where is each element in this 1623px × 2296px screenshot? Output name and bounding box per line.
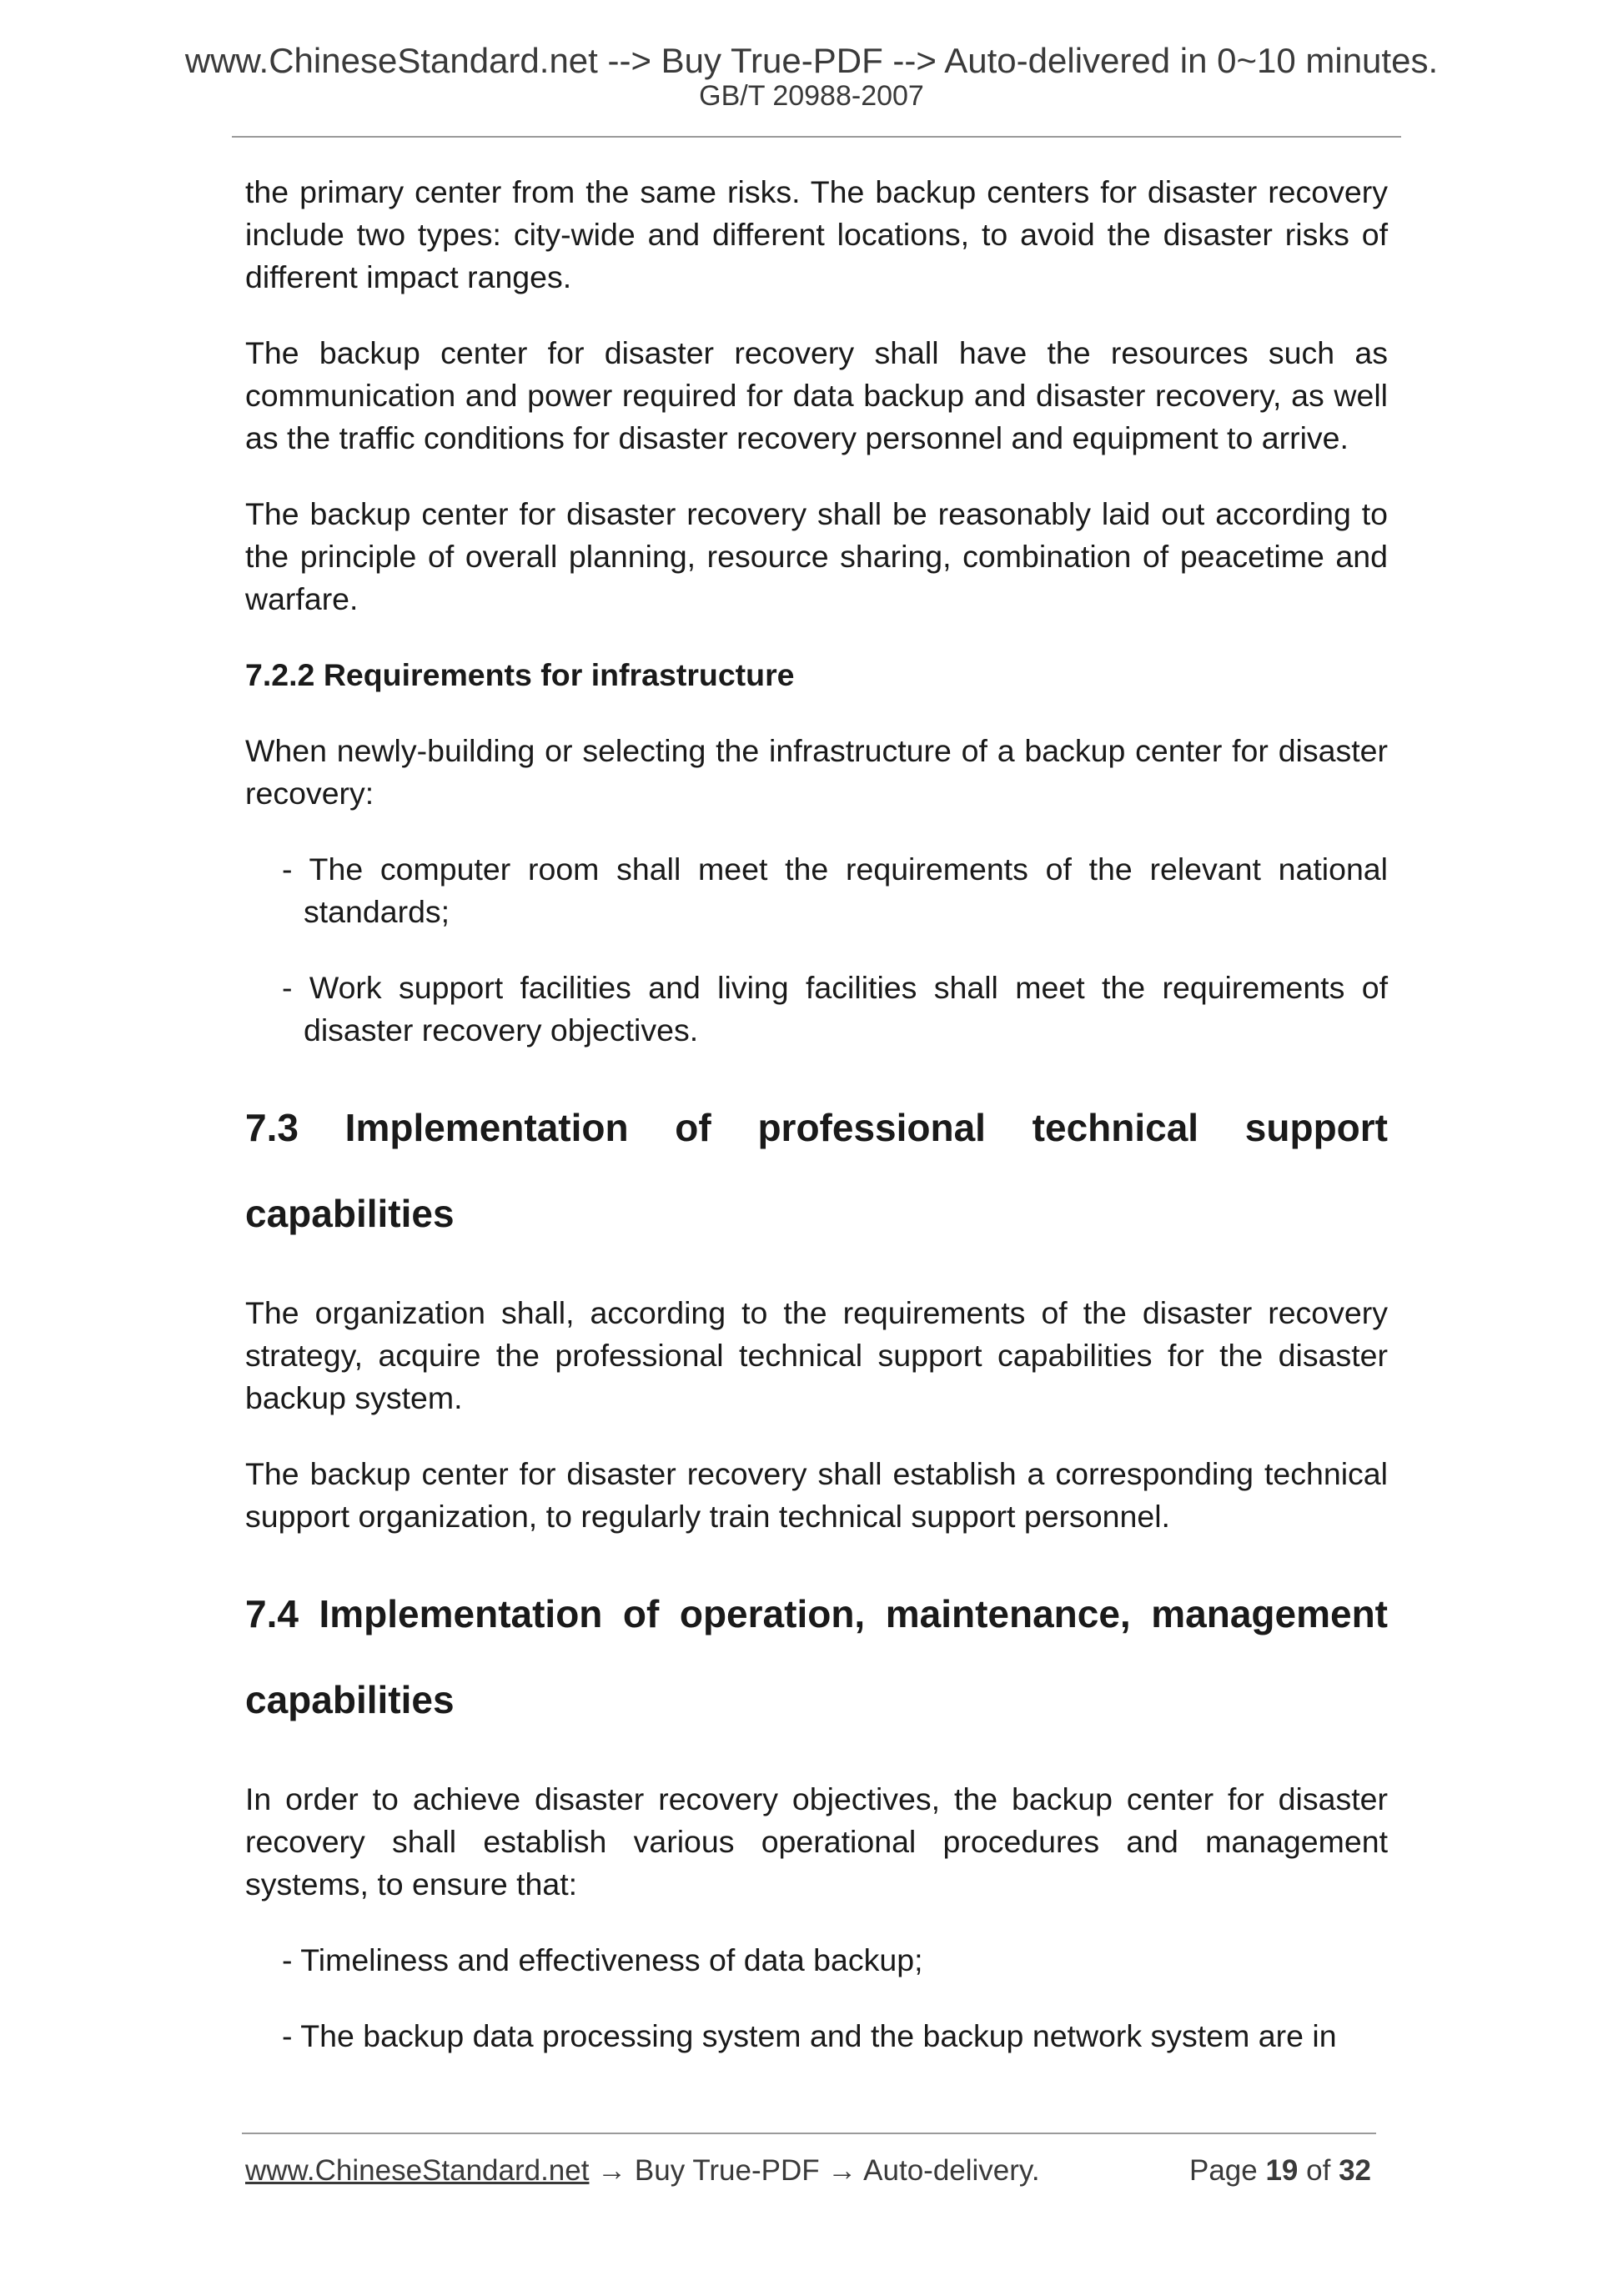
paragraph: the primary center from the same risks. The backup centers for disaster recovery include two types: city-wide and different locations, to avoid the disaster risks of different impact ranges. [245,174,1388,294]
section-heading-7-3: 7.3 Implementation of professional technical support capabilities [245,1106,1388,1235]
list-item: - Timeliness and effectiveness of data backup; [282,1942,923,1977]
list-item: - The computer room shall meet the requirements of the relevant national standards; [282,852,1388,929]
paragraph: When newly-building or selecting the infrastructure of a backup center for disaster recovery: [245,733,1388,811]
header-banner: www.ChineseStandard.net --> Buy True-PDF --> Auto-delivered in 0~10 minutes. [184,41,1439,80]
document-code: GB/T 20988-2007 [699,80,924,112]
page-total: 32 [1339,2154,1371,2187]
section-heading-7-4: 7.4 Implementation of operation, maintenance, management capabilities [245,1592,1388,1721]
of-label: of [1306,2154,1331,2187]
page-content [245,171,1388,2091]
list-item: - The backup data processing system and the backup network system are in [282,2018,1337,2053]
section-heading-7-2-2: 7.2.2 Requirements for infrastructure [245,657,795,692]
list-item: - Work support facilities and living facilities shall meet the requirements of disaster recovery objectives. [282,970,1388,1048]
page-indicator [1189,2150,1371,2192]
page-footer [245,2150,1379,2192]
paragraph: The backup center for disaster recovery shall be reasonably laid out according to the principle of overall planning, resource sharing, combination of peacetime and warfare. [245,496,1388,616]
paragraph: The backup center for disaster recovery shall have the resources such as communication and power required for data backup and disaster recovery, as well as the traffic conditions for disaster recovery personnel and equipment to arrive. [245,335,1388,455]
footer-site-link[interactable]: www.ChineseStandard.net [245,2154,590,2187]
paragraph: In order to achieve disaster recovery objectives, the backup center for disaster recovery shall establish various operational procedures and management systems, to ensure that: [245,1781,1388,1902]
header-divider [232,136,1401,138]
paragraph: The organization shall, according to the requirements of the disaster recovery strategy, acquire the professional technical support capabilities for the disaster backup system. [245,1295,1388,1415]
footer-tagline: → Buy True-PDF → Auto-delivery. [589,2154,1040,2187]
page-label: Page [1188,2154,1258,2187]
page-number: 19 [1265,2154,1299,2187]
paragraph: The backup center for disaster recovery shall establish a corresponding technical support organization, to regularly train technical support personnel. [245,1456,1388,1534]
footer-divider [242,2133,1376,2134]
